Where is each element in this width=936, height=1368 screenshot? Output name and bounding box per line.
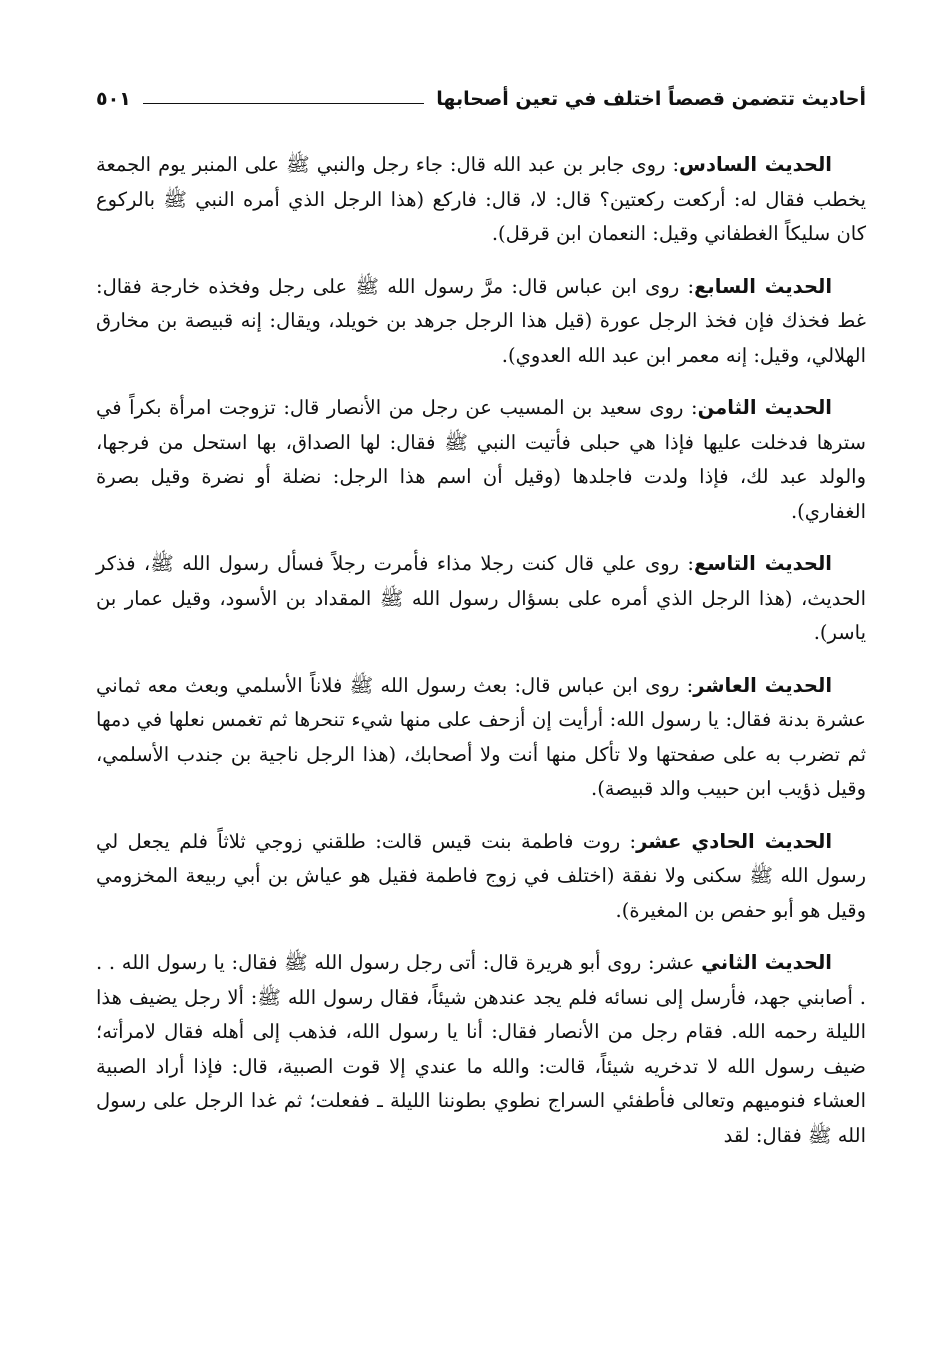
hadith-paragraph-8 [96,391,866,529]
page-number: ٥٠١ [96,88,131,110]
hadith-paragraph-12 [96,946,866,1153]
hadith-text: : روى جابر بن عبد الله قال: جاء رجل والنبي ﷺ على المنبر يوم الجمعة يخطب فقال له: أركعت ركعتين؟ قال: لا، قال: فاركع (هذا الرجل الذي أمره النبي ﷺ بالركوع كان سليكاً الغطفاني وقيل: النعمان ابن قرقل). [96,153,866,245]
hadith-heading: الحديث الثاني [701,951,832,974]
running-header [96,82,866,114]
hadith-heading: الحديث العاشر [693,673,832,697]
book-page [96,0,866,1368]
hadith-paragraph-10 [96,669,866,807]
hadith-text: عشر: روى أبو هريرة قال: أتى رجل رسول الله ﷺ فقال: يا رسول الله . . . أصابني جهد، فأرسل إلى نسائه فلم يجد عندهن شيئاً، فقال رسول الله ﷺ: ألا رجل يضيف هذا الليلة رحمه الله. فقام رجل من الأنصار فقال: أنا يا رسول الله، فذهب إلى أهله فقال لامرأته؛ ضيف رسول الله لا تدخريه شيئاً، قالت: والله ما عندي إلا قوت الصبية، قال: فإذا أراد الصبية العشاء فنوميهم وتعالى فأطفئي السراج نطوي بطوننا الليلة ـ ففعلت؛ ثم غدا الرجل على رسول الله ﷺ فقال: لقد [96,951,866,1147]
hadith-heading: الحديث التاسع [693,552,832,575]
hadith-paragraph-6 [96,148,866,252]
hadith-heading: الحديث الثامن [697,396,832,419]
hadith-text: : روى ابن عباس قال: بعث رسول الله ﷺ فلاناً الأسلمي وبعث معه ثماني عشرة بدنة فقال: يا رسول الله: أرأيت إن أزحف على منها شيء تنحرها ثم تغمس نعلها في دمها ثم تضرب به على صفحتها ولا تأكل منها أنت ولا أصحابك، (هذا الرجل ناجية بن جندب الأسلمي، وقيل ذؤيب ابن حبيب والد قبيصة). [96,673,866,800]
hadith-heading: الحديث السابع [694,274,833,298]
page-body [96,148,866,1171]
hadith-paragraph-7 [96,270,866,374]
hadith-text: : روى سعيد بن المسيب عن رجل من الأنصار قال: تزوجت امرأة بكراً في سترها فدخلت عليها فإذا هي حبلى فأتيت النبي ﷺ فقال: لها الصداق، بها استحل من فرجها، والولد عبد لك، فإذا ولدت فاجلدها (وقيل أن اسم هذا الرجل: نضلة أو نضرة وقيل بصرة الغفاري). [96,396,866,523]
hadith-text: : روت فاطمة بنت قيس قالت: طلقني زوجي ثلاثاً فلم يجعل لي رسول الله ﷺ سكنى ولا نفقة (اختلف في زوج فاطمة فقيل هو عياش بن أبي ربيعة المخزومي وقيل هو أبو حفص بن المغيرة). [96,829,866,922]
hadith-text: : روى ابن عباس قال: مرَّ رسول الله ﷺ على رجل وفخذه خارجة فقال: غط فخذك فإن فخذ الرجل عورة (قيل هذا الرجل جرهد بن خويلد، ويقال: إنه قبيصة بن مخارق الهلالي، وقيل: إنه معمر ابن عبد الله العدوي). [96,274,866,367]
header-rule [143,103,424,104]
hadith-heading: الحديث السادس [679,153,832,176]
hadith-heading: الحديث الحادي عشر [636,829,833,853]
hadith-paragraph-11 [96,825,866,929]
hadith-text: : روى علي قال كنت رجلا مذاء فأمرت رجلاً فسأل رسول الله ﷺ، فذكر الحديث، (هذا الرجل الذي أمره على بسؤال رسول الله ﷺ المقداد بن الأسود، وقيل عمار بن ياسر). [96,552,866,644]
header-title: أحاديث تتضمن قصصاً اختلف في تعين أصحابها [436,88,866,110]
hadith-paragraph-9 [96,547,866,651]
